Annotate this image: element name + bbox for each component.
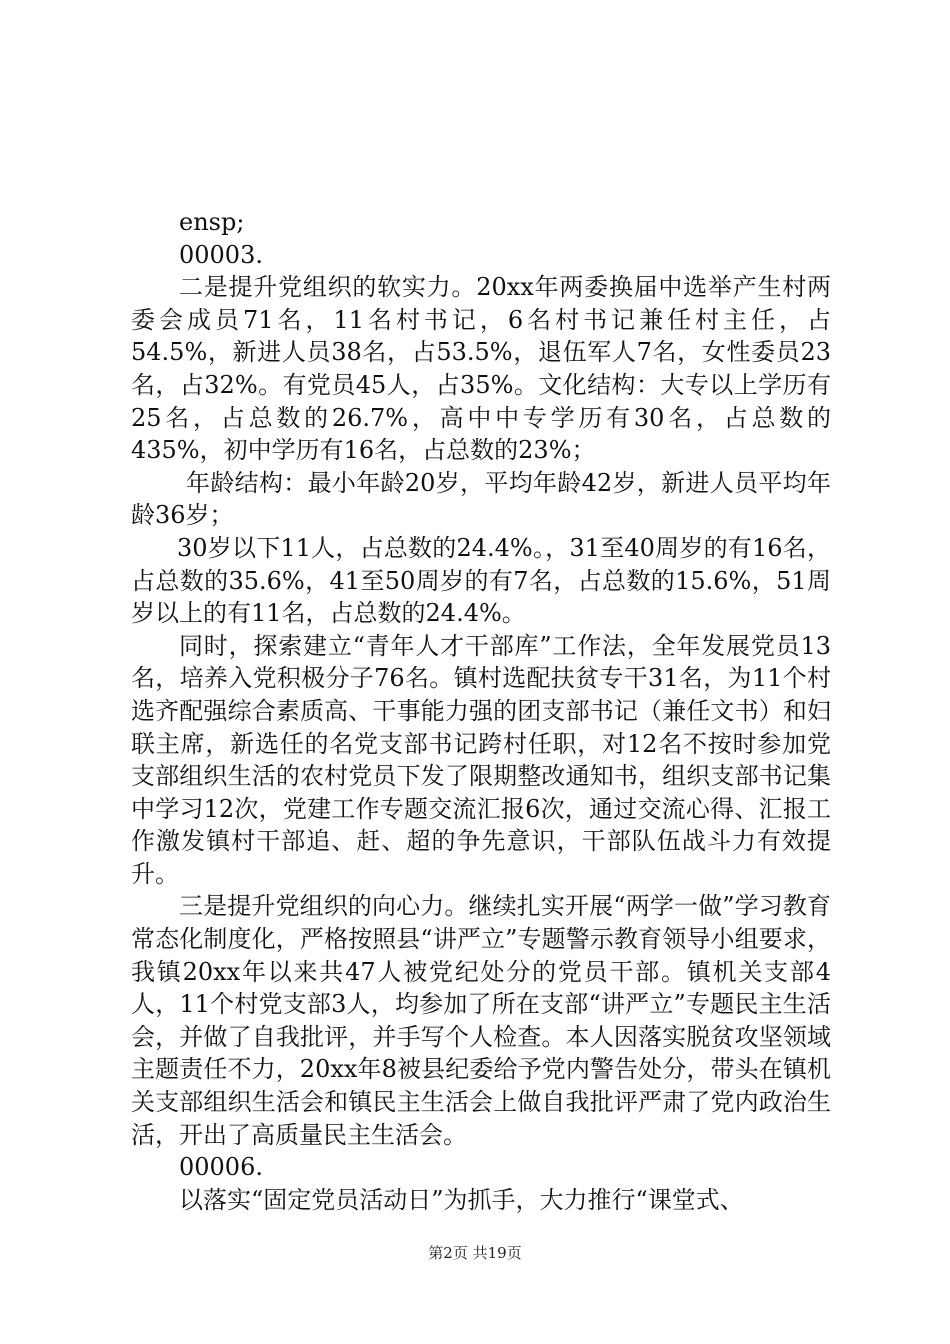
paragraph-age-structure: 年龄结构：最小年龄20岁，平均年龄42岁，新进人员平均年龄36岁； (131, 468, 831, 530)
paragraph-soft-power: 二是提升党组织的软实力。20xx年两委换届中选举产生村两委会成员71名，11名村书记，6名村书记兼任村主任，占54.5%，新进人员38名，占53.5%，退伍军人7名，女性委员23名，占32%。有党员45人，占35%。文化结构：大专以上学历有25名，占总数的26.7%，高中中专学历有30名，占总数的435%，初中学历有16名，占总数的23%； (131, 273, 831, 465)
page-footer: 第2页 共19页 (428, 1244, 522, 1262)
paragraph-talent-pool: 同时，探索建立“青年人才干部库”工作法，全年发展党员13名，培养入党积极分子76名。镇村选配扶贫专干31名，为11个村选齐配强综合素质高、干事能力强的团支部书记（兼任文书）和妇联主席，新选任的名党支部书记跨村任职，对12名不按时参加党支部组织生活的农村党员下发了限期整改通知书，组织支部书记集中学习12次，党建工作专题交流汇报6次，通过交流心得、汇报工作激发镇村干部追、赶、超的争先意识，干部队伍战斗力有效提升。 (131, 631, 831, 888)
paragraph-party-day: 以落实“固定党员活动日”为抓手，大力推行“课堂式、 (179, 1185, 744, 1214)
line-ensp: ensp; (179, 208, 245, 236)
body-text (131, 206, 831, 1216)
line-00006: 00006. (179, 1153, 263, 1182)
paragraph-cohesion: 三是提升党组织的向心力。继续扎实开展“两学一做”学习教育常态化制度化，严格按照县“讲严立”专题警示教育领导小组要求，我镇20xx年以来共47人被党纪处分的党员干部。镇机关支部4人，11个村党支部3人，均参加了所在支部“讲严立”专题民主生活会，并做了自我批评，并手写个人检查。本人因落实脱贫攻坚领域主题责任不力，20xx年8被县纪委给予党内警告处分，带头在镇机关支部组织生活会和镇民主生活会上做自我批评严肃了党内政治生活，开出了高质量民主生活会。 (131, 892, 831, 1149)
paragraph-age-distribution: 30岁以下11人，占总数的24.4%。，31至40周岁的有16名，占总数的35.6%，41至50周岁的有7名，占总数的15.6%，51周岁以上的有11名，占总数的24.4%。 (131, 533, 831, 628)
line-00003: 00003. (179, 240, 263, 269)
